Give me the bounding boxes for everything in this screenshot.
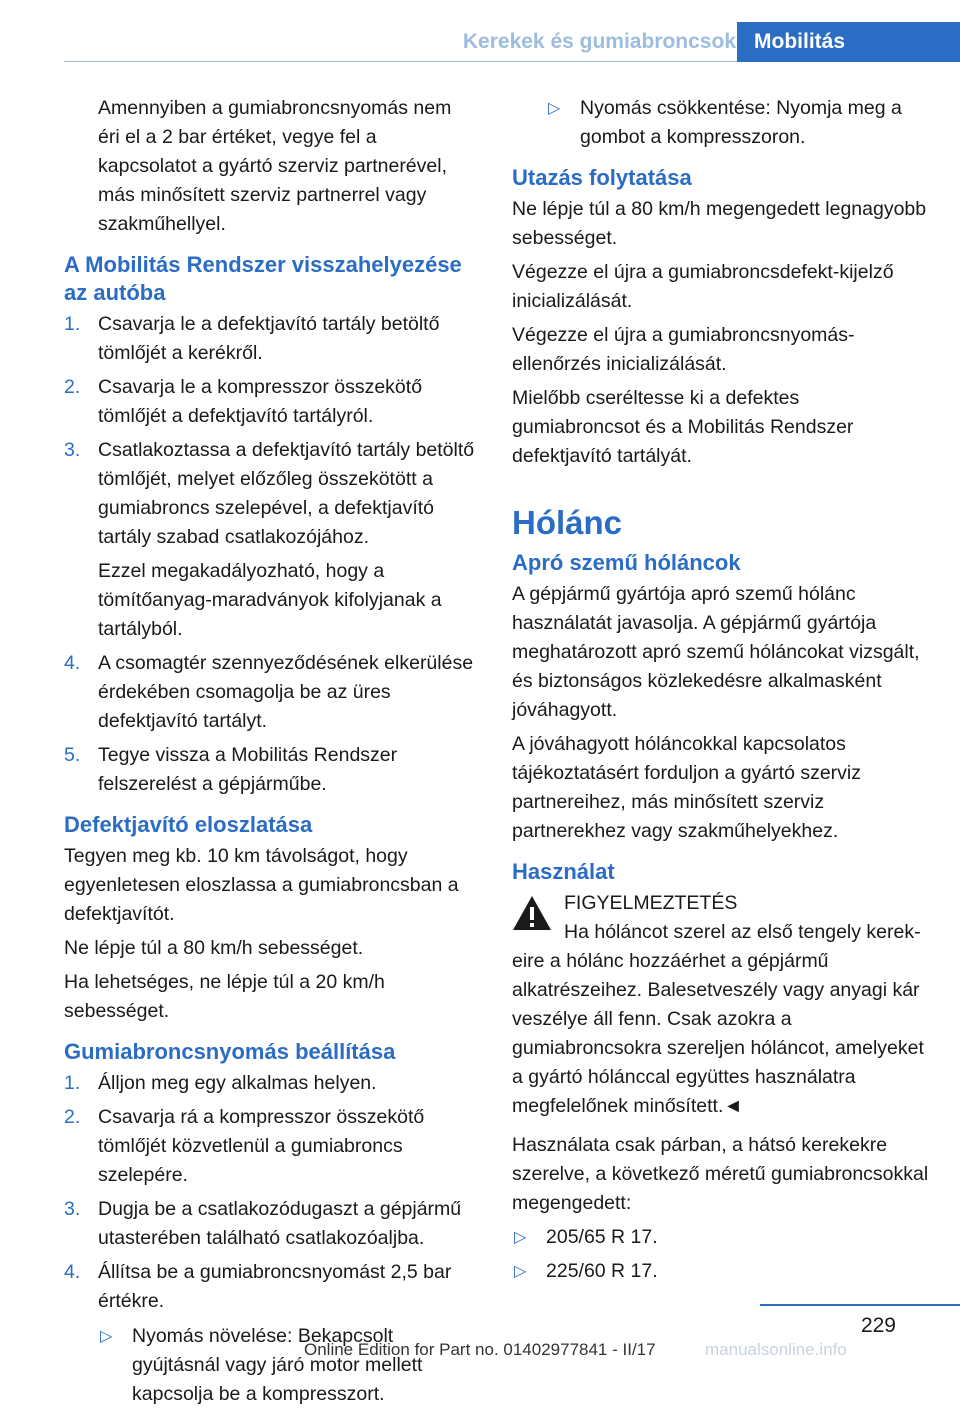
step-number: 3. <box>64 439 81 461</box>
step-text: A csomagtér szennyeződésének elkerülése érdekében csomagolja be az üres defektjavító tartályt. <box>98 652 474 732</box>
triangle-bullet-icon: ▷ <box>514 1229 527 1246</box>
step-text: Dugja be a csatlakozódugaszt a gépjármű utasterében található csatlakozóaljba. <box>98 1198 462 1249</box>
step-number: 5. <box>64 744 81 766</box>
chapter-tab <box>737 22 960 62</box>
chapter-heading-snow-chains: Hólánc <box>512 504 623 541</box>
right-column <box>512 94 930 1291</box>
heading-fine-link-chains: Apró szemű hóláncok <box>512 550 741 575</box>
warning-text: eire a hólánc hozzáérhet a gépjármű alkatrészeihez. Balesetveszély vagy anyagi kár veszélye áll fenn. Csak azokra a gumiabroncsokra szereljen hóláncot, amelyeket a gyártó hólánccal együttes használatra megfelelőnek minősített.◄ <box>512 950 924 1117</box>
paragraph: Ne lépje túl a 80 km/h megengedett legnagyobb sebességet. <box>512 198 927 249</box>
warning-label: FIGYELMEZTETÉS <box>564 892 738 914</box>
heading-mobility-reinsert: A Mobilitás Rendszer visszahelyezése az autóba <box>64 252 462 305</box>
sub-list <box>546 94 930 152</box>
paragraph: Tegyen meg kb. 10 km távolságot, hogy egyenletesen eloszlassa a gumiabroncsban a defektjavítót. <box>64 845 459 925</box>
paragraph: Ha lehetséges, ne lépje túl a 20 km/h sebességet. <box>64 971 385 1022</box>
step-number: 2. <box>64 376 81 398</box>
warning-block <box>512 889 930 947</box>
step-text: Csavarja rá a kompresszor összekötő tömlőjét közvetlenül a gumiabroncs szelepére. <box>98 1106 425 1186</box>
warning-icon <box>512 895 552 931</box>
tire-size: 225/60 R 17. <box>546 1260 658 1282</box>
list-item <box>64 1103 478 1190</box>
watermark: manualsonline.info <box>705 1340 847 1359</box>
step-number: 3. <box>64 1198 81 1220</box>
step-text: Csavarja le a kompresszor összekötő tömlőjét a defektjavító tartályról. <box>98 376 423 427</box>
step-text: Álljon meg egy alkalmas helyen. <box>98 1072 377 1094</box>
sub-item-text: Nyomás csökkentése: Nyomja meg a gombot a kompresszoron. <box>580 97 902 148</box>
warning-lead: Ha hóláncot szerel az első tengely kerek- <box>564 921 921 943</box>
heading-pressure-setting: Gumiabroncsnyomás beállítása <box>64 1039 396 1064</box>
list-item <box>64 741 478 799</box>
tire-size: 205/65 R 17. <box>546 1226 658 1248</box>
section-title: Kerekek és gumiabroncsok <box>462 30 736 53</box>
intro-paragraph: Amennyiben a gumiabroncsnyomás nem éri el a 2 bar értéket, vegye fel a kapcsolatot a gyártó szerviz partnerével, más minősített szerviz partnerrel vagy szakműhellyel. <box>98 97 452 235</box>
heading-continue-driving: Utazás folytatása <box>512 165 692 190</box>
heading-sealant-distribution: Defektjavító eloszlatása <box>64 812 313 837</box>
step-number: 4. <box>64 1261 81 1283</box>
heading-usage: Használat <box>512 859 615 884</box>
triangle-bullet-icon: ▷ <box>100 1328 113 1345</box>
triangle-bullet-icon: ▷ <box>514 1263 527 1280</box>
step-text: Csatlakoztassa a defektjavító tartály betöltő tömlőjét, melyet előzőleg összekötött a gumiabroncs szelepével, a defektjavító tartály szabad csatlakozójához. <box>98 439 475 548</box>
list-item <box>64 373 478 431</box>
list-item <box>64 1069 478 1098</box>
footer-rule <box>760 1304 960 1306</box>
page-number: 229 <box>860 1314 896 1337</box>
triangle-bullet-icon: ▷ <box>548 100 561 117</box>
sub-list-item <box>512 1257 930 1286</box>
step-text: Tegye vissza a Mobilitás Rendszer felszerelést a gépjárműbe. <box>98 744 398 795</box>
list-item <box>64 436 478 644</box>
step-text: Csavarja le a defektjavító tartály betöltő tömlőjét a kerékről. <box>98 313 440 364</box>
paragraph: Mielőbb cseréltesse ki a defektes gumiabroncsot és a Mobilitás Rendszer defektjavító tartályát. <box>512 387 854 467</box>
edition-note: Online Edition for Part no. 01402977841 - II/17 <box>304 1340 656 1359</box>
paragraph: Ne lépje túl a 80 km/h sebességet. <box>64 937 364 959</box>
sub-list-item <box>546 94 930 152</box>
paragraph: Végezze el újra a gumiabroncsnyomás-ellenőrzés inicializálását. <box>512 324 855 375</box>
paragraph: Végezze el újra a gumiabroncsdefekt-kijelző inicializálását. <box>512 261 894 312</box>
page-header <box>0 0 960 62</box>
chapter-tab-label: Mobilitás <box>754 30 846 53</box>
page-footer <box>0 1300 960 1362</box>
step-number: 2. <box>64 1106 81 1128</box>
reinsert-steps <box>64 310 478 799</box>
step-number: 1. <box>64 1072 81 1094</box>
list-item <box>64 649 478 736</box>
step-text: Állítsa be a gumiabroncsnyomást 2,5 bar értékre. <box>98 1261 452 1312</box>
paragraph: Használata csak párban, a hátsó kerekekre szerelve, a következő méretű gumiabroncsokkal megengedett: <box>512 1134 929 1214</box>
paragraph: A gépjármű gyártója apró szemű hólánc használatát javasolja. A gépjármű gyártója meghatározott apró szemű hóláncokat vizsgált, és biztonságos közlekedésre alkalmasként jóváhagyott. <box>512 583 920 721</box>
sub-list-item <box>512 1223 930 1252</box>
sub-item-text: Nyomás növelése: Bekapcsolt gyújtásnál vagy járó motor mellett kapcsolja be a kompresszort. <box>132 1325 423 1405</box>
tire-size-list <box>512 1223 930 1286</box>
left-column <box>64 94 478 1414</box>
step-number: 4. <box>64 652 81 674</box>
step-note: Ezzel megakadályozható, hogy a tömítőanyag-maradványok kifolyjanak a tartályból. <box>98 560 442 640</box>
step-number: 1. <box>64 313 81 335</box>
paragraph: A jóváhagyott hóláncokkal kapcsolatos tájékoztatásért forduljon a gyártó szerviz partnereihez, más minősített szerviz partnerekhez vagy szakműhelyekhez. <box>512 733 862 842</box>
header-rule <box>64 61 737 62</box>
list-item <box>64 310 478 368</box>
list-item <box>64 1195 478 1253</box>
